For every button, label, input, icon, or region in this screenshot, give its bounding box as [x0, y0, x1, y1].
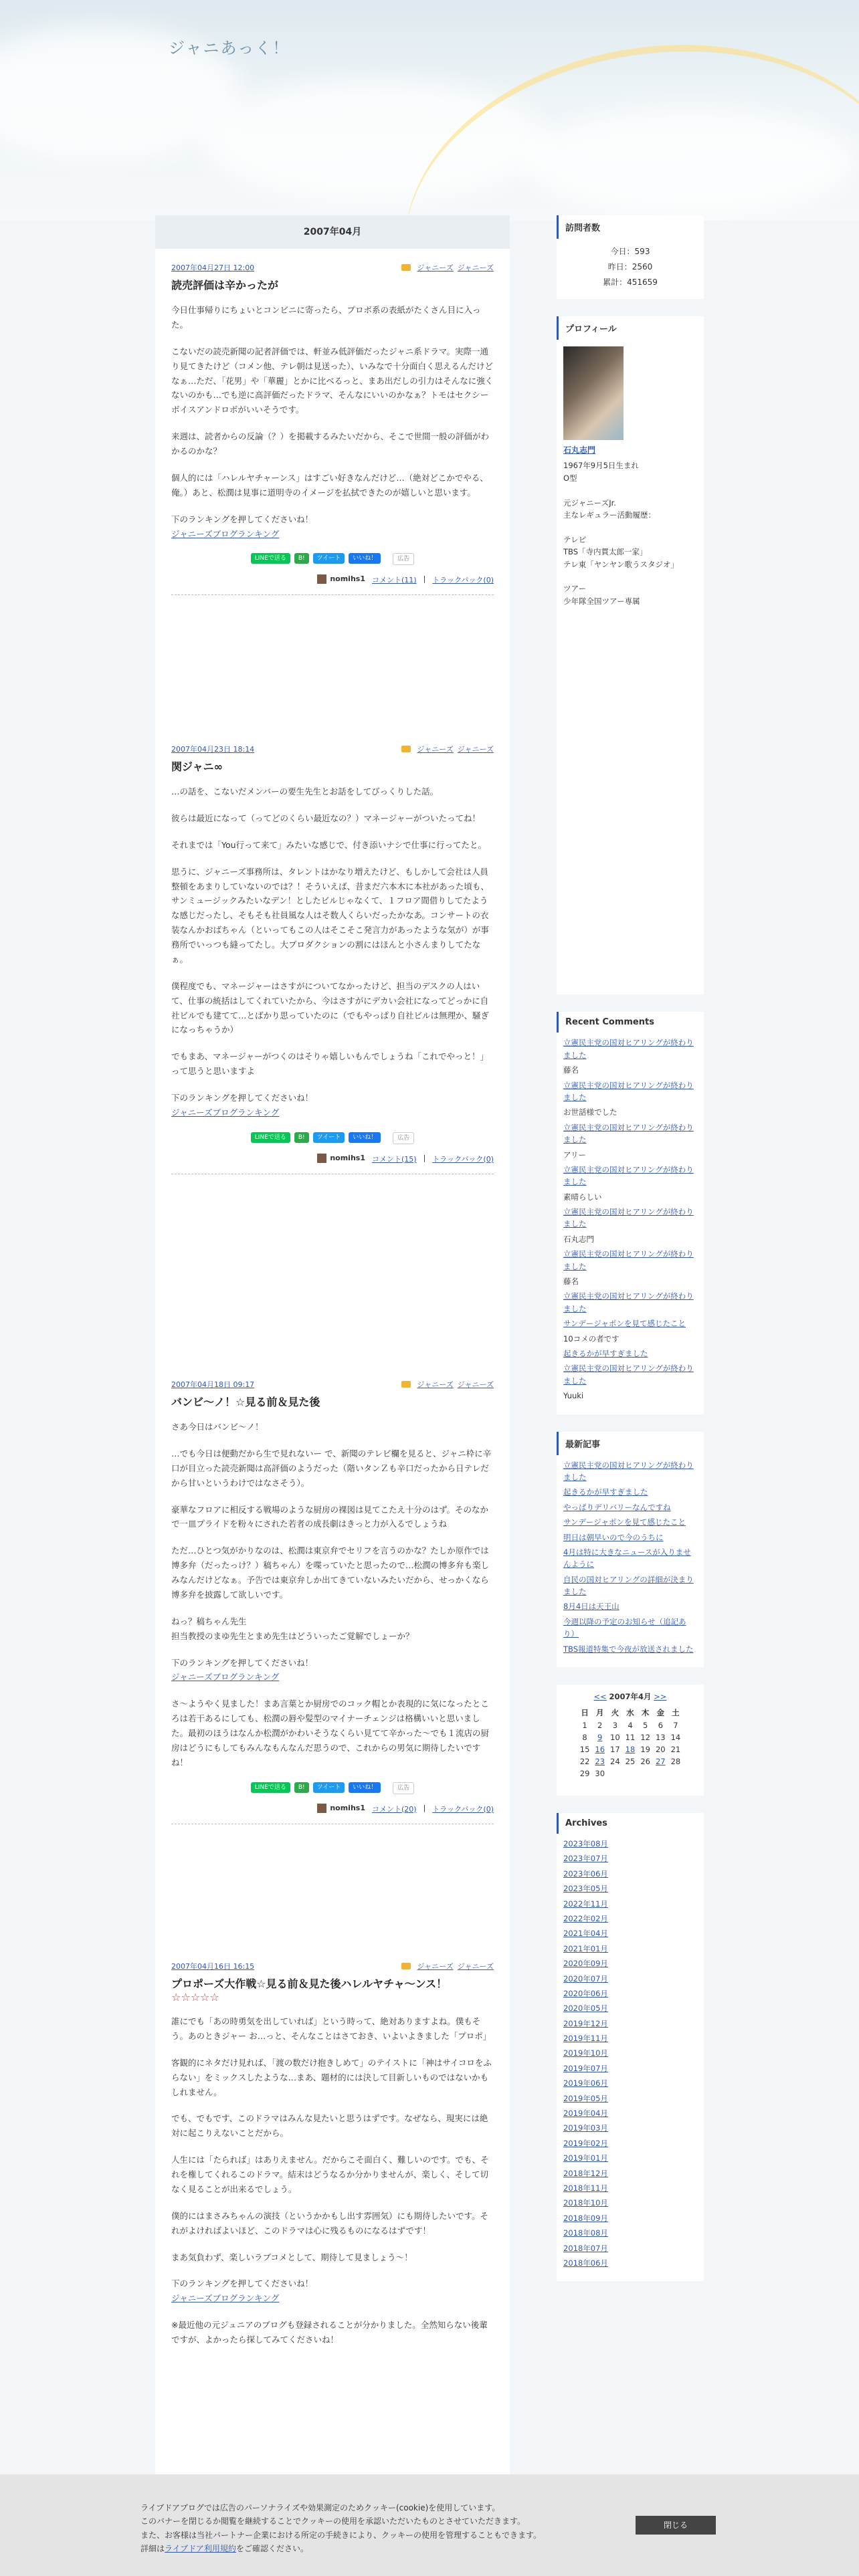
- article-date[interactable]: 2007年04月16日 16:15: [171, 1962, 255, 1971]
- comments-link[interactable]: 立憲民主党の国対ヒアリングが終わりました: [563, 1207, 694, 1229]
- recent-link[interactable]: サンデージャポンを見て感じたこと: [563, 1517, 686, 1527]
- article-footer: nomihs1 コメント(15) | トラックバック(0): [171, 1154, 494, 1174]
- calendar-day: 7: [673, 1721, 678, 1731]
- visit-counter-title: 訪問者数: [557, 215, 704, 239]
- calendar-day: 22: [579, 1757, 590, 1767]
- facebook-like-button[interactable]: いいね！: [349, 553, 381, 564]
- article-paragraph: 下のランキングを押してくださいね！: [171, 1657, 314, 1668]
- article-paragraph: でもまあ、マネージャーがつくのはそりゃ嬉しいもんでしょうね「これでやっと！」って思うと思いますよ: [171, 1051, 489, 1077]
- facebook-like-button[interactable]: いいね！: [349, 1782, 381, 1793]
- archive-link[interactable]: 2019年02月: [563, 2138, 608, 2148]
- archives-box: [557, 1813, 704, 2281]
- comments-link[interactable]: 立憲民主党の国対ヒアリングが終わりました: [563, 1038, 694, 1060]
- archive-link[interactable]: 2020年07月: [563, 1973, 608, 1983]
- trackbacks-link[interactable]: トラックバック(0): [432, 1154, 494, 1164]
- author-icon: [317, 574, 326, 584]
- ranking-link[interactable]: ジャニーズブログランキング: [171, 1672, 280, 1683]
- calendar-day: 15: [579, 1745, 590, 1755]
- article-paragraph: さ～ようやく見ました！まあ言葉とか厨房でのコック帽とか表現的に気になったところは若干あるにしても、松潤の唇や髪型のマイナーチェンジは格構いいと思いました。最初のほうはなんか松潤がかわいそうなくらい見てて辛かった～でも１流店の厨房はどうにもしてもみんなもんなんだ思うので、これからの男気に期待したいですね！: [171, 1699, 490, 1767]
- comments-link[interactable]: コメント(15): [371, 1154, 417, 1164]
- article-date[interactable]: 2007年04月18日 09:17: [171, 1380, 255, 1389]
- calendar-day: 10: [610, 1733, 620, 1743]
- calendar-day: 29: [579, 1769, 590, 1779]
- calendar-day-link[interactable]: 23: [595, 1757, 605, 1767]
- profile-title: プロフィール: [557, 316, 704, 340]
- comments-link[interactable]: サンデージャポンを見て感じたこと: [563, 1319, 686, 1329]
- profile-text: 1967年9月5日生まれ O型 元ジャニーズJr. 主なレギュラー活動履歴： テレビ TBS「寺内貫太郎一家」 テレ東「ヤンヤン歌うスタジオ」 ツアー 少年隊全国ツアー専属: [563, 461, 679, 606]
- archive-link[interactable]: 2022年02月: [563, 1913, 608, 1923]
- profile-photo[interactable]: [563, 346, 624, 440]
- calendar-day: 28: [670, 1757, 681, 1767]
- category-link[interactable]: ジャニーズ: [417, 1380, 454, 1389]
- comments-link[interactable]: 立憲民主党の国対ヒアリングが終わりました: [563, 1164, 694, 1187]
- article-paragraph: さあ今日はバンビ～ノ！: [171, 1422, 264, 1432]
- folder-icon: [401, 746, 411, 752]
- visit-counter: [557, 215, 704, 299]
- calendar-day-header: 金: [656, 1708, 665, 1718]
- comments-author: 10コメの者です: [563, 1333, 619, 1344]
- comments-link[interactable]: コメント(11): [371, 576, 417, 585]
- ad-badge: 広告: [393, 1132, 414, 1144]
- hatena-bookmark-button[interactable]: B!: [294, 553, 309, 564]
- article-footer: nomihs1 コメント(11) | トラックバック(0): [171, 574, 494, 595]
- article-paragraph: まあ気負わず、楽しいラブコメとして、期待して見ましょう～！: [171, 2252, 413, 2262]
- calendar-next-link[interactable]: >>: [654, 1692, 667, 1702]
- ranking-link[interactable]: ジャニーズブログランキング: [171, 1107, 280, 1117]
- archive-link[interactable]: 2020年06月: [563, 1988, 608, 1998]
- line-share-button[interactable]: LINEで送る: [251, 1782, 290, 1793]
- article-paragraph: 彼らは最近になって（ってどのくらい最近なの？）マネージャーがついたってね！: [171, 813, 481, 823]
- line-share-button[interactable]: LINEで送る: [251, 553, 290, 564]
- calendar-day: 19: [640, 1745, 650, 1755]
- archive-link[interactable]: 2018年11月: [563, 2183, 608, 2193]
- article-paragraph: 下のランキングを押してくださいね！: [171, 1093, 314, 1103]
- comments-link[interactable]: 立憲民主党の国対ヒアリングが終わりました: [563, 1080, 694, 1102]
- trackbacks-link[interactable]: トラックバック(0): [432, 1804, 494, 1814]
- author-name: nomihs1: [330, 1153, 365, 1162]
- article-paragraph: 僕的にはまさみちゃんの演技（というかかもし出す雰囲気）にも期待したいです。それがよければよいほど、このドラマは心に残るものになるはずです！: [171, 2210, 489, 2236]
- article-body: [171, 303, 494, 541]
- article-date[interactable]: 2007年04月27日 12:00: [171, 263, 255, 272]
- article: [171, 262, 494, 595]
- article-paragraph: 個人的には「ハレルヤチャーンス」はすごい好きなんだけど…（絶対どこかでやる、俺。）あと、松潤は見事に道明寺のイメージを払拭できたのが嬉しいと思います。: [171, 472, 488, 498]
- recent-link[interactable]: 立憲民主党の国対ヒアリングが終わりました: [563, 1460, 694, 1482]
- archive-link[interactable]: 2018年10月: [563, 2198, 608, 2208]
- tweet-button[interactable]: ツイート: [313, 1132, 345, 1143]
- category-link[interactable]: ジャニーズ: [457, 1380, 494, 1389]
- visit-yesterday: 昨日：2560: [607, 261, 653, 272]
- archive-link[interactable]: 2018年08月: [563, 2228, 608, 2238]
- comments-link[interactable]: コメント(20): [371, 1804, 417, 1814]
- article-paragraph: でも、でもです、このドラマはみんな見たいと思うはずです。なぜなら、現実には絶対に起こりえないことだから。: [171, 2113, 488, 2139]
- sidebar: [557, 215, 704, 2298]
- archive-link[interactable]: 2023年07月: [563, 1854, 608, 1864]
- archive-link[interactable]: 2019年01月: [563, 2153, 608, 2163]
- calendar-day-header: 木: [641, 1708, 650, 1718]
- calendar-day-header: 月: [595, 1708, 604, 1718]
- article-title[interactable]: 読売評価は辛かったが: [171, 279, 279, 292]
- article-paragraph: 思うに、ジャニーズ事務所は、タレントはかなり増えたけど、もしかして会社は人員整頓をあまりしていないのでは？！そういえば、昔まだ六本木に本社があった頃も、サンミュージックみたいなデン！としたビルじゃなくて、１フロア間借りしてたような感じだったし、そもそも社員風な人はそ数人くらいだったかなあ。コンサートの衣装なんかおばちゃん（といってもこの人はそこそこ発言力があったような気が）が事務所でいっつも縫ってたし。大プロダクションの割にはほんと小さんまりしてたなぁ。: [171, 866, 489, 964]
- archive-link[interactable]: 2019年11月: [563, 2034, 608, 2044]
- archive-link[interactable]: 2018年07月: [563, 2243, 608, 2253]
- article-paragraph: 客観的にネタだけ見れば、「渡の数だけ抱きしめて」のテイストに「神はサイコロをふらない」をミックスしたような…まあ、題材的には決して目新しいものではないかもしれません。: [171, 2057, 492, 2097]
- calendar-day-header: 土: [672, 1708, 680, 1718]
- calendar-prev-link[interactable]: <<: [593, 1692, 607, 1702]
- cookie-banner: [0, 2474, 859, 2576]
- cookie-line-3: また、お客様は当社パートナー企業における所定の手続きにより、クッキーの使用を管理することもできます。: [140, 2530, 542, 2540]
- article-date[interactable]: 2007年04月23日 18:14: [171, 745, 255, 754]
- folder-icon: [401, 1963, 411, 1969]
- folder-icon: [401, 264, 411, 271]
- article-paragraph: …の話を、こないだメンバーの要生先生とお話をしてびっくりした話。: [171, 786, 439, 796]
- category-link[interactable]: ジャニーズ: [457, 1962, 494, 1971]
- recent-link[interactable]: やっぱりデリバリーなんですね: [563, 1502, 671, 1512]
- recent-link[interactable]: TBS報道特集で今夜が放送されました: [563, 1644, 694, 1654]
- facebook-like-button[interactable]: いいね！: [349, 1132, 381, 1143]
- header-background: [0, 0, 859, 221]
- ranking-link[interactable]: ジャニーズブログランキング: [171, 528, 280, 539]
- comments-link[interactable]: 起きるかが早すぎました: [563, 1348, 648, 1358]
- calendar-day: 12: [640, 1733, 650, 1743]
- article-paragraph: 誰にでも「あの時勇気を出していれば」という時って、絶対ありますよね。僕もそう。あのときジャー お…っと、そんなことはさておき、いよいよきました「プロポ」: [171, 2016, 492, 2041]
- recent-comments-title: Recent Comments: [557, 1012, 704, 1033]
- article-paragraph: こないだの読売新聞の記者評価では、軒並み低評価だったジャニ系ドラマ。実際一通り見てきたけど（コメン他、テレ朝は見送った）、いみなで十分面白く思えるんだけどなぁ…ただ、「花男」や「華麗」とかに比べるっと、まあ出だしの引力はそんなに強くないのかも…でも逆に高評価だったドラマ、そんなにいいのかなぁ？トモはセクシーボイスアンドロボがいいそうです。: [171, 346, 494, 415]
- article-paragraph: 今日仕事帰りにちょいとコンビニに寄ったら、プロボ系の表紙がたくさん目に入った。: [171, 305, 481, 330]
- article-body: [171, 2014, 494, 2347]
- article-paragraph: 人生には「たられば」はありえません。だからこそ面白く、難しいのです。でも、それを権してくれるこのドラマ。結末はどうなるか分かりませんが、楽しく、そして切なく見ることが出来るでしょう。: [171, 2155, 489, 2194]
- article-paragraph: …でも今日は便動だから生で見れないー で、新聞のテレビ欄を見ると、ジャニ枠に辛口が目立った読売新聞は高評価のようだった（階いタンＺも辛口だったから日テレだから甘いというわけではなさそう）。: [171, 1448, 492, 1488]
- archive-link[interactable]: 2018年09月: [563, 2213, 608, 2223]
- calendar-day-header: 水: [626, 1708, 634, 1718]
- article-footer: nomihs1 コメント(20) | トラックバック(0): [171, 1804, 494, 1824]
- hatena-bookmark-button[interactable]: B!: [294, 1782, 309, 1793]
- archive-link[interactable]: 2021年01月: [563, 1943, 608, 1953]
- article-paragraph: 来週は、読者からの反論（？）を掲載するみたいだから、そこで世間一般の評価がわかるのかな？: [171, 431, 490, 456]
- calendar-day: 1: [582, 1721, 587, 1731]
- author-icon: [317, 1804, 326, 1813]
- cookie-line-4: 詳細はライブドア利用規約をご確認ください。: [140, 2544, 308, 2554]
- comments-link[interactable]: 立憲民主党の国対ヒアリングが終わりました: [563, 1122, 694, 1145]
- comments-author: 藤名: [563, 1277, 579, 1287]
- comments-author: 藤名: [563, 1065, 579, 1075]
- calendar-day: 5: [642, 1721, 648, 1731]
- calendar-day: 8: [582, 1733, 587, 1743]
- month-heading: 2007年04月: [155, 215, 510, 249]
- calendar-table: [577, 1706, 683, 1780]
- share-buttons: [171, 553, 494, 565]
- tweet-button[interactable]: ツイート: [313, 553, 345, 564]
- comments-author: お世話様でした: [563, 1107, 617, 1117]
- ranking-link[interactable]: ジャニーズブログランキング: [171, 2293, 280, 2304]
- category-link[interactable]: ジャニーズ: [417, 1962, 454, 1971]
- category-link[interactable]: ジャニーズ: [417, 745, 454, 754]
- tweet-button[interactable]: ツイート: [313, 1782, 345, 1793]
- archive-link[interactable]: 2019年05月: [563, 2093, 608, 2103]
- article-paragraph: ねっ？稿ちゃん先生 担当教授のまゆ先生とまめ先生はどういったご覚解でしょーか？: [171, 1616, 414, 1641]
- ad-badge: 広告: [393, 553, 414, 565]
- share-buttons: [171, 1782, 494, 1794]
- archive-link[interactable]: 2023年08月: [563, 1839, 608, 1849]
- calendar-day: [623, 1767, 638, 1780]
- article-paragraph: 豪華なフロアに相反する戦場のような厨房の裸図は見てこたえ十分のはず。そのなかで一皿プライドを粉々にされた若者の成長劇はきっと力が入るでしょうね: [171, 1504, 489, 1529]
- archives-title: Archives: [557, 1813, 704, 1834]
- calendar-day-link[interactable]: 18: [625, 1745, 636, 1755]
- visit-today: 今日：593: [610, 247, 650, 256]
- article: [171, 1961, 494, 2359]
- recent-link[interactable]: 今週以降の予定のお知らせ（追記あり）: [563, 1616, 686, 1639]
- calendar-day: 3: [612, 1721, 618, 1731]
- comments-link[interactable]: 立憲民主党の国対ヒアリングが終わりました: [563, 1364, 694, 1386]
- archive-link[interactable]: 2019年06月: [563, 2078, 608, 2088]
- author-icon: [317, 1154, 326, 1163]
- archive-link[interactable]: 2019年03月: [563, 2123, 608, 2133]
- hatena-bookmark-button[interactable]: B!: [294, 1132, 309, 1143]
- calendar-day-link[interactable]: 27: [655, 1757, 666, 1767]
- archive-link[interactable]: 2020年09月: [563, 1959, 608, 1969]
- comments-author: アリー: [563, 1150, 587, 1160]
- comments-link[interactable]: 立憲民主党の国対ヒアリングが終わりました: [563, 1291, 694, 1313]
- terms-link[interactable]: ライブドア利用規約: [165, 2544, 236, 2554]
- ad-badge: 広告: [393, 1782, 414, 1794]
- calendar-day: 24: [610, 1757, 620, 1767]
- calendar-day: 4: [628, 1721, 633, 1731]
- article-paragraph: ただ…ひとつ気がかりなのは、松潤は東京弁でセリフを言うのかな？たしか原作では博多弁（だったっけ？）稿ちゃん）を喋っていたと思ったので…松潤の博多弁も楽しみなんだけどなぁ。予告では東京弁しか出てきていないみたいだから、せっかくなら博多弁を披露して欲しいです。: [171, 1545, 490, 1600]
- recent-comments-box: [557, 1012, 704, 1414]
- calendar-day: 20: [655, 1745, 666, 1755]
- archive-link[interactable]: 2022年11月: [563, 1899, 608, 1909]
- main-content: [155, 215, 510, 2576]
- calendar-day: [653, 1767, 668, 1780]
- category-link[interactable]: ジャニーズ: [457, 263, 494, 272]
- article-paragraph: 下のランキングを押してくださいね！: [171, 514, 314, 524]
- comments-author: Yuuki: [563, 1391, 584, 1401]
- archive-link[interactable]: 2019年07月: [563, 2063, 608, 2073]
- calendar-title: 2007年4月: [609, 1692, 652, 1702]
- article-paragraph: ※最近他の元ジュニアのブログも登録されることが分かりました。全然知らない後輩ですが、よかったら探してみてくださいね！: [171, 2320, 488, 2345]
- archive-link[interactable]: 2018年06月: [563, 2258, 608, 2268]
- comments-author: 素晴らしい: [563, 1192, 602, 1202]
- article: [171, 1379, 494, 1824]
- archive-link[interactable]: 2020年05月: [563, 2004, 608, 2014]
- calendar-day-header: 日: [581, 1708, 589, 1718]
- calendar-day: 17: [610, 1745, 620, 1755]
- line-share-button[interactable]: LINEで送る: [251, 1132, 290, 1143]
- archive-link[interactable]: 2019年10月: [563, 2048, 608, 2058]
- visit-total: 累計：451659: [603, 277, 658, 287]
- calendar-day: 2: [597, 1721, 603, 1731]
- author-name: nomihs1: [330, 1803, 365, 1812]
- recent-link[interactable]: 自民の国対ヒアリングの詳細が決まりました: [563, 1574, 694, 1597]
- cookie-close-button[interactable]: 閉じる: [636, 2516, 716, 2535]
- calendar-day: [668, 1767, 684, 1780]
- folder-icon: [401, 1381, 411, 1388]
- article-title[interactable]: プロポーズ大作戦☆見る前＆見た後ハレルヤチャ～ンス！ ☆☆☆☆☆: [171, 1977, 448, 2004]
- author-name: nomihs1: [330, 574, 365, 584]
- calendar-day: 14: [670, 1733, 681, 1743]
- profile-box: [557, 316, 704, 994]
- article-body: [171, 784, 494, 1120]
- category-link[interactable]: ジャニーズ: [457, 745, 494, 754]
- recent-link[interactable]: 4月は特に大きなニュースが入りませんように: [563, 1547, 691, 1570]
- calendar-day: [638, 1767, 653, 1780]
- archive-link[interactable]: 2018年12月: [563, 2168, 608, 2178]
- trackbacks-link[interactable]: トラックバック(0): [432, 576, 494, 585]
- cookie-line-1: ライブドアブログでは広告のパーソナライズや効果測定のためクッキー(cookie)を使用しています。: [140, 2503, 500, 2512]
- archive-link[interactable]: 2023年06月: [563, 1868, 608, 1879]
- site-title[interactable]: ジャニあっく！: [169, 39, 290, 58]
- calendar-day-link[interactable]: 9: [597, 1733, 603, 1743]
- cookie-line-2: このバナーを閉じるか閲覧を継続することでクッキーの使用を承認いただいたものとさせていただきます。: [140, 2516, 526, 2527]
- comments-author: 石丸志門: [563, 1234, 594, 1244]
- article-paragraph: 僕程度でも、マネージャーはさすがについてなかったけど、担当のデスクの人はいて、仕事の統括はしてくれていたから、今はさすがにデカい会社になってどっかに自社ビルでも建てて…とばかり思っていたのに（でもやっぱり自社ビルは無理か、騒ぎになっちゃうか）: [171, 980, 490, 1035]
- calendar-day: [607, 1767, 623, 1780]
- recent-link[interactable]: 8月4日は天王山: [563, 1602, 619, 1612]
- calendar-day: 30: [595, 1769, 605, 1779]
- article: [171, 744, 494, 1174]
- calendar-day-link[interactable]: 16: [595, 1745, 605, 1755]
- profile-name-link[interactable]: 石丸志門: [563, 445, 596, 455]
- article-paragraph: 下のランキングを押してくださいね！: [171, 2278, 314, 2289]
- archive-link[interactable]: 2021年04月: [563, 1929, 608, 1939]
- recent-posts-box: [557, 1432, 704, 1667]
- calendar-day-header: 火: [611, 1708, 619, 1718]
- recent-link[interactable]: 明日は朝早いので今のうちに: [563, 1532, 664, 1542]
- comments-link[interactable]: 立憲民主党の国対ヒアリングが終わりました: [563, 1249, 694, 1271]
- recent-link[interactable]: 起きるかが早すぎました: [563, 1487, 648, 1497]
- article-title[interactable]: 関ジャニ∞: [171, 760, 223, 773]
- calendar-day: 13: [655, 1733, 666, 1743]
- calendar-day: 26: [640, 1757, 650, 1767]
- share-buttons: [171, 1132, 494, 1144]
- archive-link[interactable]: 2019年04月: [563, 2109, 608, 2119]
- archive-link[interactable]: 2023年05月: [563, 1884, 608, 1894]
- calendar-day: 25: [625, 1757, 636, 1767]
- archive-link[interactable]: 2019年12月: [563, 2018, 608, 2028]
- article-title[interactable]: バンビ～ノ！☆見る前＆見た後: [171, 1396, 320, 1408]
- recent-posts-title: 最新記事: [557, 1432, 704, 1455]
- calendar-day: 11: [625, 1733, 636, 1743]
- category-link[interactable]: ジャニーズ: [417, 263, 454, 272]
- calendar-day: 6: [658, 1721, 663, 1731]
- calendar-day: 21: [670, 1745, 681, 1755]
- article-body: [171, 1420, 494, 1770]
- article-paragraph: それまでは「You行って来て」みたいな感じで、付き添いナシで仕事に行ってたと。: [171, 839, 487, 850]
- calendar-box: [557, 1685, 704, 1796]
